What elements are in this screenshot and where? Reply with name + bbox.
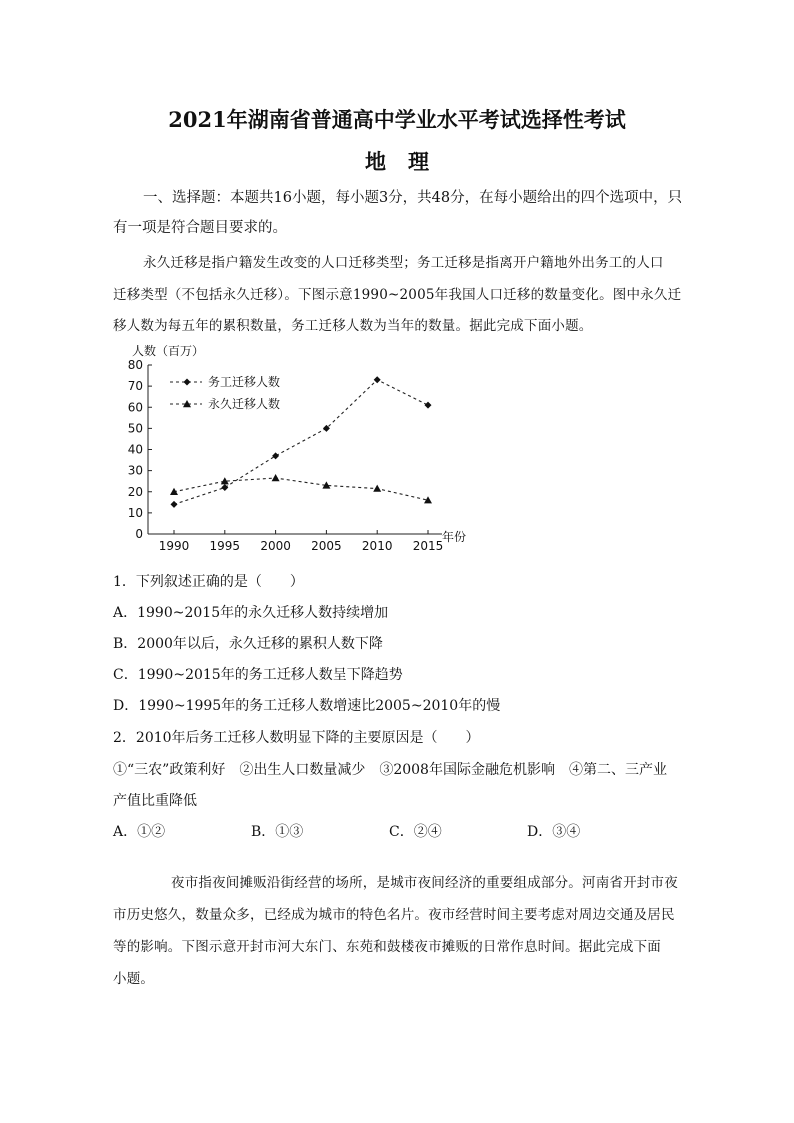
x-tick-label: 2000 (260, 539, 291, 550)
q1-option-d[interactable]: D．1990~1995年的务工迁移人数增速比2005~2010年的慢 (113, 698, 501, 714)
q2-option-a[interactable]: A．①② (113, 824, 166, 840)
legend-marker-diamond (184, 379, 191, 386)
x-tick-label: 1995 (209, 539, 241, 550)
x-tick-label: 1990 (158, 539, 190, 550)
material1-line1: 永久迁移是指户籍发生改变的人口迁移类型；务工迁移是指离开户籍地外出务工的人口 (143, 255, 664, 271)
q2-option-d[interactable]: D．③④ (527, 824, 581, 840)
y-tick-label: 30 (127, 463, 143, 478)
material2-line3: 等的影响。下图示意开封市河大东门、东苑和鼓楼夜市摊贩的日常作息时间。据此完成下面 (113, 939, 661, 955)
q2-option-b[interactable]: B．①③ (251, 824, 304, 840)
legend-label: 务工迁移人数 (208, 375, 281, 389)
legend-label: 永久迁移人数 (208, 397, 281, 411)
q1-option-a[interactable]: A．1990~2015年的永久迁移人数持续增加 (113, 605, 389, 621)
y-tick-label: 40 (127, 442, 143, 457)
y-tick-label: 80 (127, 358, 143, 372)
section-instruction-line2: 有一项是符合题目要求的。 (113, 220, 287, 236)
q1-option-c[interactable]: C．1990~2015年的务工迁移人数呈下降趋势 (113, 667, 403, 683)
x-tick-label: 2015 (412, 539, 444, 550)
section-instruction-line1: 一、选择题：本题共16小题，每小题3分，共48分，在每小题给出的四个选项中，只 (143, 190, 683, 206)
subject-title: 地理 (365, 149, 451, 174)
y-tick-label: 50 (127, 421, 143, 436)
data-point-diamond (221, 484, 228, 491)
data-point-triangle (373, 485, 381, 492)
series-line-2 (174, 478, 428, 500)
data-point-diamond (272, 452, 279, 459)
material1-line3: 移人数为每五年的累积数量，务工迁移人数为当年的数量。据此完成下面小题。 (113, 318, 593, 334)
data-point-diamond (425, 402, 432, 409)
x-tick-label: 2005 (311, 539, 342, 550)
y-tick-label: 60 (127, 400, 143, 415)
q2-items-line1: ①“三农”政策利好 ②出生人口数量减少 ③2008年国际金融危机影响 ④第二、三产业 (113, 762, 667, 778)
q2-option-c[interactable]: C．②④ (389, 824, 442, 840)
y-axis-label: 人数（百万） (132, 344, 205, 358)
migration-line-chart (112, 338, 482, 550)
material2-line2: 市历史悠久，数量众多，已经成为城市的特色名片。夜市经营时间主要考虑对周边交通及居民 (113, 907, 675, 923)
y-tick-label: 70 (127, 379, 143, 394)
y-tick-label: 0 (135, 527, 143, 541)
q1-stem: 1．下列叙述正确的是（ ） (113, 574, 304, 590)
data-point-diamond (374, 376, 381, 383)
q1-option-b[interactable]: B．2000年以后，永久迁移的累积人数下降 (113, 636, 383, 652)
data-point-diamond (171, 501, 178, 508)
material2-line4: 小题。 (113, 971, 155, 987)
material1-line2: 迁移类型（不包括永久迁移）。下图示意1990~2005年我国人口迁移的数量变化。图中永久迁 (113, 287, 682, 303)
q2-stem: 2．2010年后务工迁移人数明显下降的主要原因是（ ） (113, 730, 480, 746)
y-tick-label: 20 (127, 484, 143, 499)
material2-line1: 夜市指夜间摊贩沿街经营的场所，是城市夜间经济的重要组成部分。河南省开封市夜 (171, 875, 678, 891)
y-tick-label: 10 (127, 505, 143, 520)
exam-title: 2021年湖南省普通高中学业水平考试选择性考试 (168, 107, 626, 132)
x-tick-label: 2010 (361, 539, 393, 550)
data-point-triangle (272, 474, 280, 481)
x-ticks (159, 530, 444, 550)
chart-legend (170, 374, 280, 411)
x-axis-label: 年份 (442, 530, 467, 544)
q2-items-line2: 产值比重降低 (113, 793, 197, 809)
